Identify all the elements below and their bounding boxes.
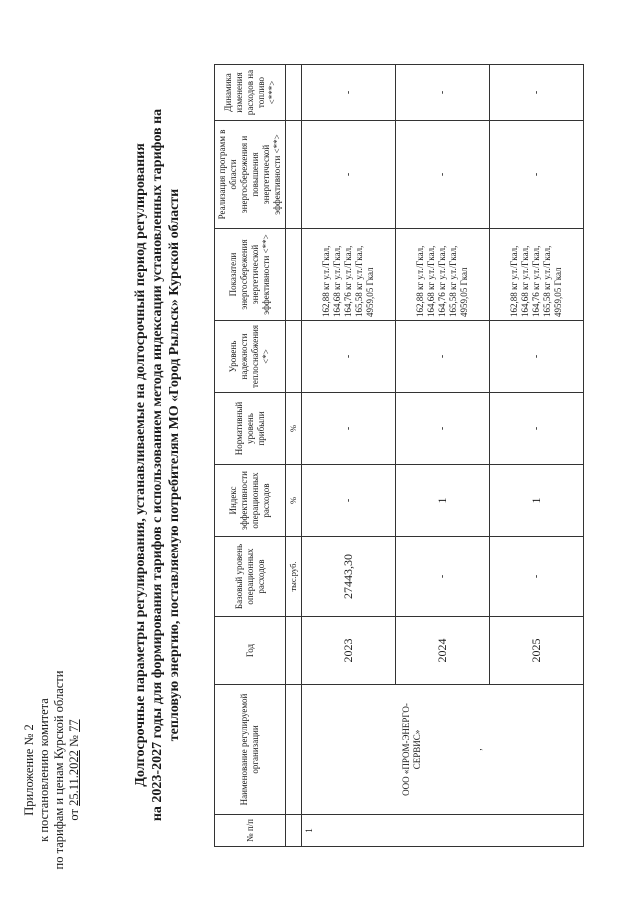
energy-line: 164,68 кг у.т./Гкал,: [332, 245, 342, 317]
header-reliability: Уровень надежности теплоснабжения <*>: [215, 321, 286, 393]
document-title: [132, 65, 183, 865]
header-profit: Нормативный уровень прибыли: [215, 393, 286, 465]
year-cell: 2023: [302, 617, 396, 685]
year-cell: 2025: [490, 617, 584, 685]
year-cell: 2024: [396, 617, 490, 685]
energy-cell: [490, 229, 584, 321]
header-org: Наименование регулируемой организации: [215, 685, 286, 815]
energy-line: 165,58 кг у.т./Гкал,: [542, 245, 552, 317]
base-level-cell: 27443,30: [302, 537, 396, 617]
profit-cell: -: [302, 393, 396, 465]
energy-line: 162,88 кг у.т./Гкал,: [321, 245, 331, 317]
base-level-cell: -: [396, 537, 490, 617]
unit-base-level: тыс.руб.: [286, 537, 302, 617]
title-line: Долгосрочные параметры регулирования, устанавливаемые на долгосрочный период регулирования: [133, 143, 148, 787]
unit-efficiency: %: [286, 465, 302, 537]
energy-line: 4959,05 Гкал: [459, 267, 469, 317]
header-fuel: Динамика изменения расходов на топливо <***>: [215, 65, 286, 121]
energy-line: 162,88 кг у.т./Гкал,: [509, 245, 519, 317]
fuel-cell: -: [302, 65, 396, 121]
units-row: [286, 65, 302, 847]
energy-line: 4959,05 Гкал: [365, 267, 375, 317]
header-row: [215, 65, 286, 847]
appendix-line: Приложение № 2: [22, 724, 36, 816]
row-number: 1: [302, 815, 584, 847]
header-base-level: Базовый уровень операционных расходов: [215, 537, 286, 617]
title-line: тепловую энергию, поставляемую потребителям МО «Город Рыльск» Курской области: [167, 188, 182, 742]
parameters-table: [214, 64, 584, 847]
energy-line: 165,58 кг у.т./Гкал,: [448, 245, 458, 317]
date-prefix: от: [67, 805, 81, 821]
program-cell: -: [302, 121, 396, 229]
header-year: Год: [215, 617, 286, 685]
profit-cell: -: [396, 393, 490, 465]
efficiency-cell: 1: [396, 465, 490, 537]
number-prefix: №: [67, 731, 81, 751]
energy-line: 164,76 кг у.т./Гкал,: [531, 245, 541, 317]
reliability-cell: -: [396, 321, 490, 393]
appendix-block: [22, 620, 82, 920]
appendix-number: 77: [67, 719, 81, 732]
header-num: № п/п: [215, 815, 286, 847]
appendix-date-line: [67, 620, 82, 920]
reliability-cell: -: [302, 321, 396, 393]
header-efficiency: Индекс эффективности операционных расходов: [215, 465, 286, 537]
energy-line: 164,68 кг у.т./Гкал,: [520, 245, 530, 317]
header-program: Реализация программ в области энергосбережения и повышения энергетической эффективности <**>: [215, 121, 286, 229]
title-line: на 2023-2027 годы для формирования тарифов с использованием метода индексации установленных тарифов на: [150, 108, 165, 822]
efficiency-cell: -: [302, 465, 396, 537]
organization-name: ООО «ПРОМ-ЭНЕРГО-СЕРВИС»: [401, 703, 422, 796]
energy-line: 165,58 кг у.т./Гкал,: [354, 245, 364, 317]
organization-cell: [302, 685, 584, 815]
unit-profit: %: [286, 393, 302, 465]
energy-line: 164,68 кг у.т./Гкал,: [426, 245, 436, 317]
appendix-line: по тарифам и ценам Курской области: [52, 670, 66, 870]
table-row: [302, 65, 396, 847]
program-cell: -: [490, 121, 584, 229]
fuel-cell: -: [396, 65, 490, 121]
appendix-date: 25.11.2022: [67, 750, 81, 806]
profit-cell: -: [490, 393, 584, 465]
energy-cell: [396, 229, 490, 321]
header-energy: Показатели энергосбережения энергетической эффективности <**>: [215, 229, 286, 321]
base-level-cell: -: [490, 537, 584, 617]
energy-line: 162,88 кг у.т./Гкал,: [415, 245, 425, 317]
efficiency-cell: 1: [490, 465, 584, 537]
energy-cell: [302, 229, 396, 321]
energy-line: 164,76 кг у.т./Гкал,: [437, 245, 447, 317]
reliability-cell: -: [490, 321, 584, 393]
fuel-cell: -: [490, 65, 584, 121]
energy-line: 4959,05 Гкал: [553, 267, 563, 317]
stray-mark: ,: [473, 748, 483, 751]
energy-line: 164,76 кг у.т./Гкал,: [343, 245, 353, 317]
program-cell: -: [396, 121, 490, 229]
appendix-line: к постановлению комитета: [37, 698, 51, 842]
